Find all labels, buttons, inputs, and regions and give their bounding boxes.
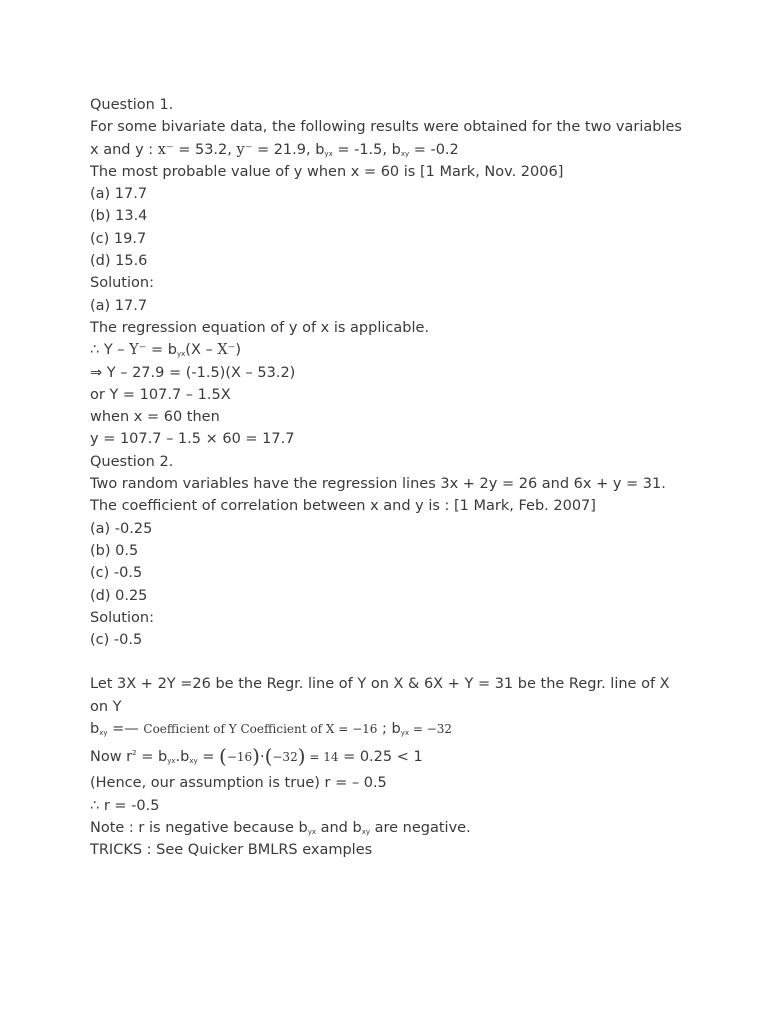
question-2-answer: (c) -0.5 <box>90 632 143 649</box>
question-1-option-b: (b) 13.4 <box>90 208 148 225</box>
paragraph-gap <box>90 651 690 673</box>
question-2-hence: (Hence, our assumption is true) r = – 0.5 <box>90 775 387 792</box>
question-1-step-2: ∴ $Y - Y^- = b_{yx}(X - X^-)$ <box>90 342 241 359</box>
question-1-answer: (a) 17.7 <box>90 297 148 314</box>
question-1-step-5: when x = 60 then <box>90 409 220 426</box>
question-2-tricks: TRICKS : See Quicker BMLRS examples <box>90 842 373 859</box>
question-2-option-d: (d) 0.25 <box>90 587 148 604</box>
question-2-therefore: ∴ r = -0.5 <box>90 797 160 814</box>
question-1-step-1: The regression equation of y of x is applicable. <box>90 319 430 336</box>
question-2-option-a: (a) -0.25 <box>90 520 153 537</box>
question-2-option-b: (b) 0.5 <box>90 542 139 559</box>
question-2-solution-label: Solution: <box>90 609 154 626</box>
question-2-bxy-line: $b_{xy}$ =— Coefficient of Y Coefficient of X = −16 ; $b_{yx} = -32$ <box>90 721 453 738</box>
question-2-title: Question 2. <box>90 453 174 470</box>
question-2-assumption: Let 3X + 2Y =26 be the Regr. line of Y on X & 6X + Y = 31 be the Regr. line of X on Y <box>90 676 670 715</box>
question-2-now-line: Now $r^2 = b_{yx}.b_{xy} = (-16)\cdot(-32) = 14 = 0.25 < 1$ <box>90 744 423 769</box>
question-1-title: Question 1. <box>90 97 174 113</box>
question-1-step-3: ⇒ Y – 27.9 = (-1.5)(X – 53.2) <box>90 364 296 381</box>
question-2-option-c: (c) -0.5 <box>90 565 143 582</box>
question-1-step-6: y = 107.7 – 1.5 × 60 = 17.7 <box>90 431 295 448</box>
question-1-intro: For some bivariate data, the following results were obtained for the two variables <box>90 119 682 136</box>
question-1-step-4: or Y = 107.7 – 1.5X <box>90 386 231 403</box>
question-2-intro: Two random variables have the regression lines 3x + 2y = 26 and 6x + y = 31. <box>90 476 666 493</box>
question-2-prompt: The coefficient of correlation between x and y is : [1 Mark, Feb. 2007] <box>90 498 596 515</box>
question-1-data-line: x and y : x⁻ = 53.2, y⁻ = 21.9, $b_{yx} = -1.5$, $b_{xy} = -0.2$ <box>90 141 459 158</box>
question-1-solution-label: Solution: <box>90 275 154 292</box>
document-body <box>90 94 690 862</box>
question-1-option-d: (d) 15.6 <box>90 253 148 270</box>
question-1-option-c: (c) 19.7 <box>90 230 147 247</box>
question-1-prompt: The most probable value of y when x = 60 is [1 Mark, Nov. 2006] <box>90 163 564 180</box>
question-2-note: Note : r is negative because $b_{yx}$ and $b_{xy}$ are negative. <box>90 819 471 836</box>
question-1-option-a: (a) 17.7 <box>90 186 148 203</box>
